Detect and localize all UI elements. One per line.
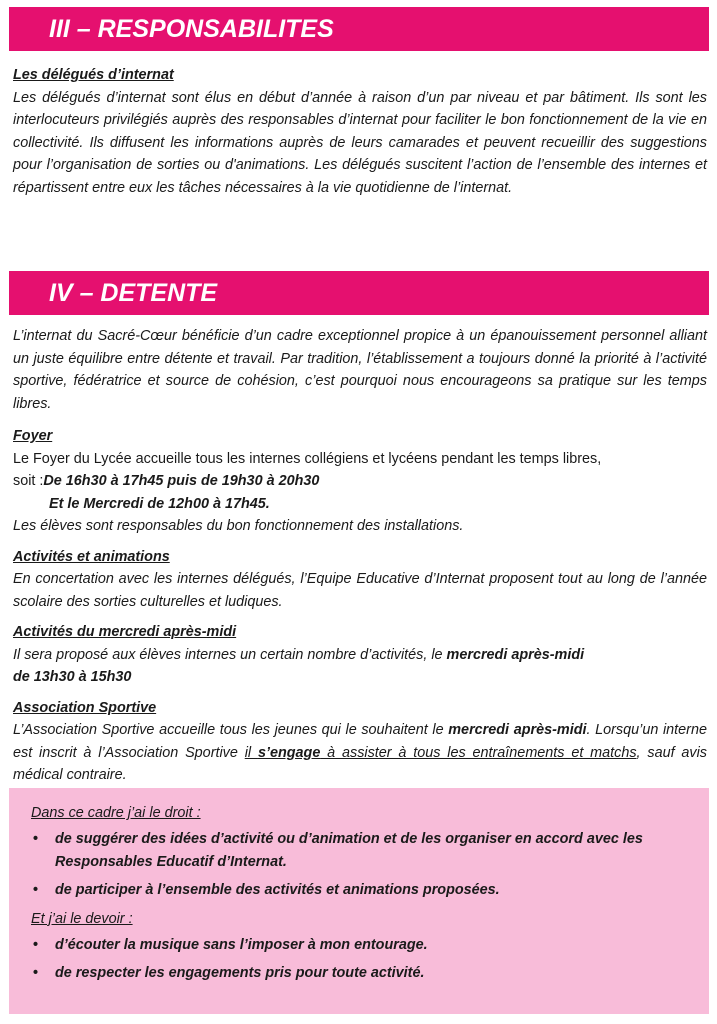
bullet-icon: • [33,882,39,898]
subheading-delegues: Les délégués d’internat [13,67,174,83]
as-commitment [245,745,637,761]
paragraph-association [13,719,707,787]
rights-duties-box [9,788,709,1014]
section-banner-responsabilites [9,7,709,51]
paragraph-mercredi [13,644,707,667]
as-text-3: , sauf avis médical contraire. [13,744,707,783]
bullet-icon: • [33,965,39,981]
as-commit-1: il [244,744,258,761]
rights-label: Dans ce cadre j’ai le droit : [31,805,201,821]
bullet-icon: • [33,936,39,953]
mercredi-bold: mercredi après-midi [446,646,585,663]
mercredi-text: Il sera proposé aux élèves internes un certain nombre d’activités, le [13,646,447,663]
paragraph-activites: En concertation avec les internes délégués, l’Equipe Educative d’Internat proposent tout au long de l’année scolaire des sorties culturelles et ludiques. [13,571,707,610]
right-text: de suggérer des idées d’activité ou d’animation et de les organiser en accord avec les Responsables Educatif d’Internat. [55,831,643,870]
list-item [31,962,691,985]
subheading-foyer: Foyer [13,428,53,444]
list-item [31,934,691,957]
foyer-soit: soit : [13,473,44,489]
mercredi-hours: de 13h30 à 15h30 [13,669,132,685]
foyer-hours-line [13,470,707,493]
duties-list [31,934,691,985]
duty-text: de respecter les engagements pris pour toute activité. [55,965,425,981]
section-detente [13,325,707,787]
as-commit-2: à assister à tous les entraînements et matchs [320,744,637,761]
subheading-mercredi: Activités du mercredi après-midi [13,624,237,640]
as-commit-bold: s’engage [257,744,321,761]
bullet-icon: • [33,831,39,847]
paragraph-intro: L’internat du Sacré-Cœur bénéficie d’un cadre exceptionnel propice à un épanouissement personnel alliant un juste équilibre entre détente et travail. Par tradition, l’établissement a toujours donné la priorité à l’activité sportive, fédératrice et source de cohésion, c’est pourquoi nous encourageons sa pratique sur les temps libres. [13,328,707,412]
list-item [31,828,691,873]
section-title: IV – DETENTE [49,279,218,307]
foyer-text: Le Foyer du Lycée accueille tous les internes collégiens et lycéens pendant les temps libres, [13,450,602,467]
section-banner-detente [9,271,709,315]
duty-text: d’écouter la musique sans l’imposer à mon entourage. [55,936,428,953]
right-text: de participer à l’ensemble des activités et animations proposées. [55,882,500,898]
list-item [31,879,691,902]
subheading-activites: Activités et animations [13,548,170,565]
section-responsabilites [13,64,707,199]
foyer-note: Les élèves sont responsables du bon fonctionnement des installations. [13,518,464,534]
section-title: III – RESPONSABILITES [49,15,334,43]
as-bold: mercredi après-midi [448,722,587,738]
subheading-association: Association Sportive [13,699,157,716]
as-text-2: . Lorsqu’un interne est inscrit à l’Association Sportive [13,722,707,761]
duties-label: Et j’ai le devoir : [31,910,133,927]
paragraph-foyer [13,448,707,471]
foyer-hours-2: Et le Mercredi de 12h00 à 17h45. [49,495,270,512]
foyer-hours-1: De 16h30 à 17h45 puis de 19h30 à 20h30 [43,473,320,489]
as-text-1: L’Association Sportive accueille tous les jeunes qui le souhaitent le [13,722,449,738]
rights-list [31,828,691,902]
paragraph-delegues: Les délégués d’internat sont élus en début d’année à raison d’un par niveau et par bâtiment. Ils sont les interlocuteurs privilégiés auprès des responsables d’internat pour faciliter le bon fonctionnement de la vie en collectivité. Ils diffusent les informations auprès de leurs camarades et peuvent recueillir des suggestions pour l’organisation de sorties ou d'animations. Les délégués suscitent l’action de l’ensemble des internes et répartissent entre eux les tâches nécessaires à la vie quotidienne de l’internat. [13,89,707,196]
